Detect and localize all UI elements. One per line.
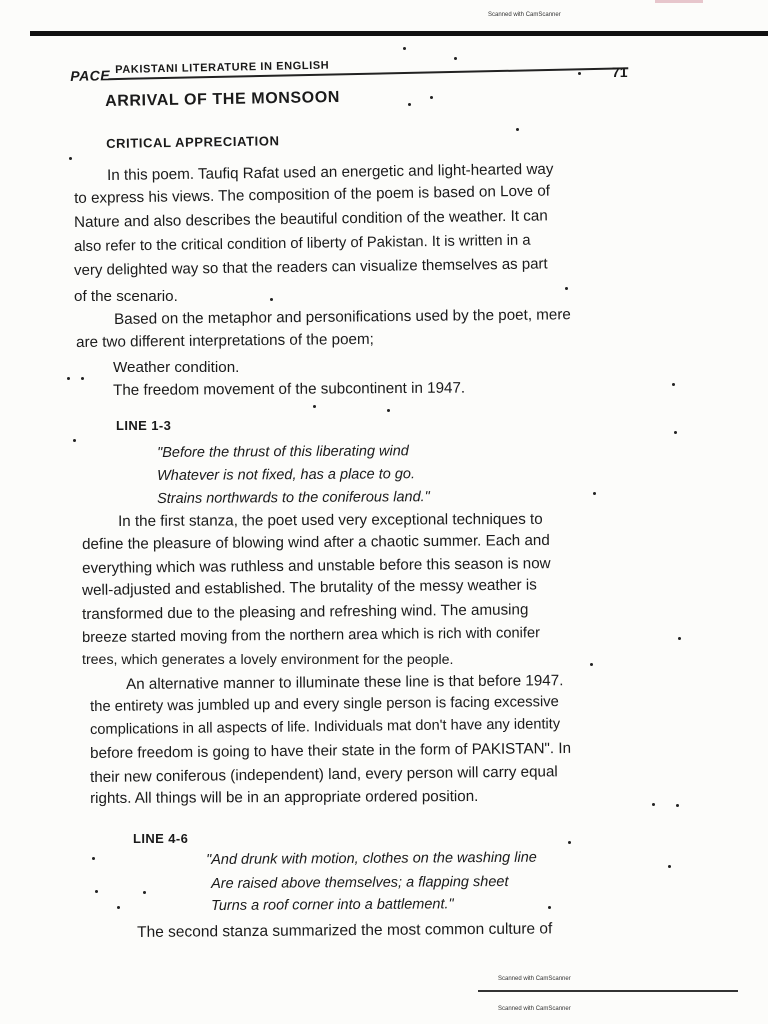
- scan-speck: [548, 906, 551, 909]
- scan-speck: [676, 804, 679, 807]
- verse-line: Strains northwards to the coniferous land.": [156, 489, 430, 507]
- scan-speck: [143, 891, 146, 894]
- stanza1-alt-line: An alternative manner to illuminate these line is that before 1947.: [125, 672, 564, 693]
- scanner-watermark-bottom: Scanned with CamScanner: [498, 976, 571, 982]
- stanza1-alt-line: rights. All things will be in an appropriate ordered position.: [89, 787, 479, 807]
- scan-speck: [117, 906, 120, 909]
- scan-speck: [568, 841, 571, 844]
- scan-speck: [516, 128, 519, 131]
- intro-line: also refer to the critical condition of liberty of Pakistan. It is written in a: [73, 232, 531, 255]
- scan-speck: [454, 57, 457, 60]
- intro-line: very delighted way so that the readers can visualize themselves as part: [73, 255, 548, 279]
- publisher-logo: PACE: [70, 67, 111, 84]
- page-bottom-border: [478, 990, 738, 992]
- intro-line: In this poem. Taufiq Rafat used an energetic and light-hearted way: [106, 160, 554, 184]
- stanza1-alt-line: their new coniferous (independent) land, every person will carry equal: [89, 763, 558, 786]
- scanner-watermark-top: Scanned with CamScanner: [488, 12, 561, 18]
- stanza1-alt-line: before freedom is going to have their state in the form of PAKISTAN". In: [89, 739, 572, 762]
- scan-edge-mark: [655, 0, 703, 3]
- scan-speck: [270, 298, 273, 301]
- verse-line: Are raised above themselves; a flapping sheet: [210, 873, 509, 892]
- stanza1-line: everything which was ruthless and unstable before this season is now: [81, 555, 551, 577]
- scan-speck: [67, 377, 70, 380]
- running-head-title: PAKISTANI LITERATURE IN ENGLISH: [115, 59, 330, 77]
- scan-speck: [408, 103, 411, 106]
- interpretation-item: The freedom movement of the subcontinent in 1947.: [112, 379, 466, 399]
- scan-speck: [672, 383, 675, 386]
- interpretation-line: Based on the metaphor and personifications used by the poet, mere: [113, 306, 571, 328]
- verse-line: Turns a roof corner into a battlement.": [210, 896, 454, 914]
- stanza1-line: In the first stanza, the poet used very exceptional techniques to: [117, 510, 543, 530]
- scan-speck: [81, 377, 84, 380]
- scan-speck: [95, 890, 98, 893]
- running-head: [70, 50, 630, 86]
- stanza2-line: The second stanza summarized the most common culture of: [136, 920, 553, 941]
- stanza1-line: breeze started moving from the northern area which is rich with conifer: [81, 625, 541, 646]
- scan-speck: [565, 287, 568, 290]
- verse-line: Whatever is not fixed, has a place to go.: [156, 466, 416, 484]
- scan-speck: [69, 157, 72, 160]
- page-top-border: [30, 31, 768, 36]
- section-heading: CRITICAL APPRECIATION: [106, 133, 280, 151]
- scan-speck: [590, 663, 593, 666]
- scan-speck: [430, 96, 433, 99]
- stanza1-line: define the pleasure of blowing wind after a chaotic summer. Each and: [81, 531, 550, 553]
- line-4-6-label: LINE 4-6: [133, 831, 189, 846]
- scan-speck: [668, 865, 671, 868]
- scan-speck: [92, 857, 95, 860]
- scan-speck: [387, 409, 390, 412]
- verse-line: "And drunk with motion, clothes on the washing line: [205, 849, 537, 868]
- page-number: 71: [612, 64, 628, 80]
- scan-speck: [678, 637, 681, 640]
- intro-line: of the scenario.: [74, 288, 178, 305]
- intro-line: to express his views. The composition of the poem is based on Love of: [73, 182, 551, 207]
- scan-speck: [403, 47, 406, 50]
- scan-speck: [652, 803, 655, 806]
- scan-speck: [313, 405, 316, 408]
- scan-speck: [593, 492, 596, 495]
- scan-speck: [73, 439, 76, 442]
- scan-speck: [674, 431, 677, 434]
- page-title: ARRIVAL OF THE MONSOON: [105, 88, 341, 110]
- interpretation-item: Weather condition.: [113, 359, 240, 376]
- stanza1-line: well-adjusted and established. The brutality of the messy weather is: [81, 576, 537, 599]
- intro-line: Nature and also describes the beautiful condition of the weather. It can: [73, 207, 548, 231]
- stanza1-line: trees, which generates a lovely environment for the people.: [82, 652, 454, 668]
- scanner-watermark-footer: Scanned with CamScanner: [498, 1006, 571, 1012]
- interpretation-line: are two different interpretations of the poem;: [75, 330, 374, 351]
- stanza1-alt-line: complications in all aspects of life. Individuals mat don't have any identity: [89, 716, 561, 738]
- line-1-3-label: LINE 1-3: [116, 418, 172, 433]
- scan-speck: [578, 72, 581, 75]
- stanza1-line: transformed due to the pleasing and refreshing wind. The amusing: [81, 601, 529, 623]
- verse-line: "Before the thrust of this liberating wind: [156, 443, 409, 461]
- stanza1-alt-line: the entirety was jumbled up and every single person is facing excessive: [89, 694, 559, 715]
